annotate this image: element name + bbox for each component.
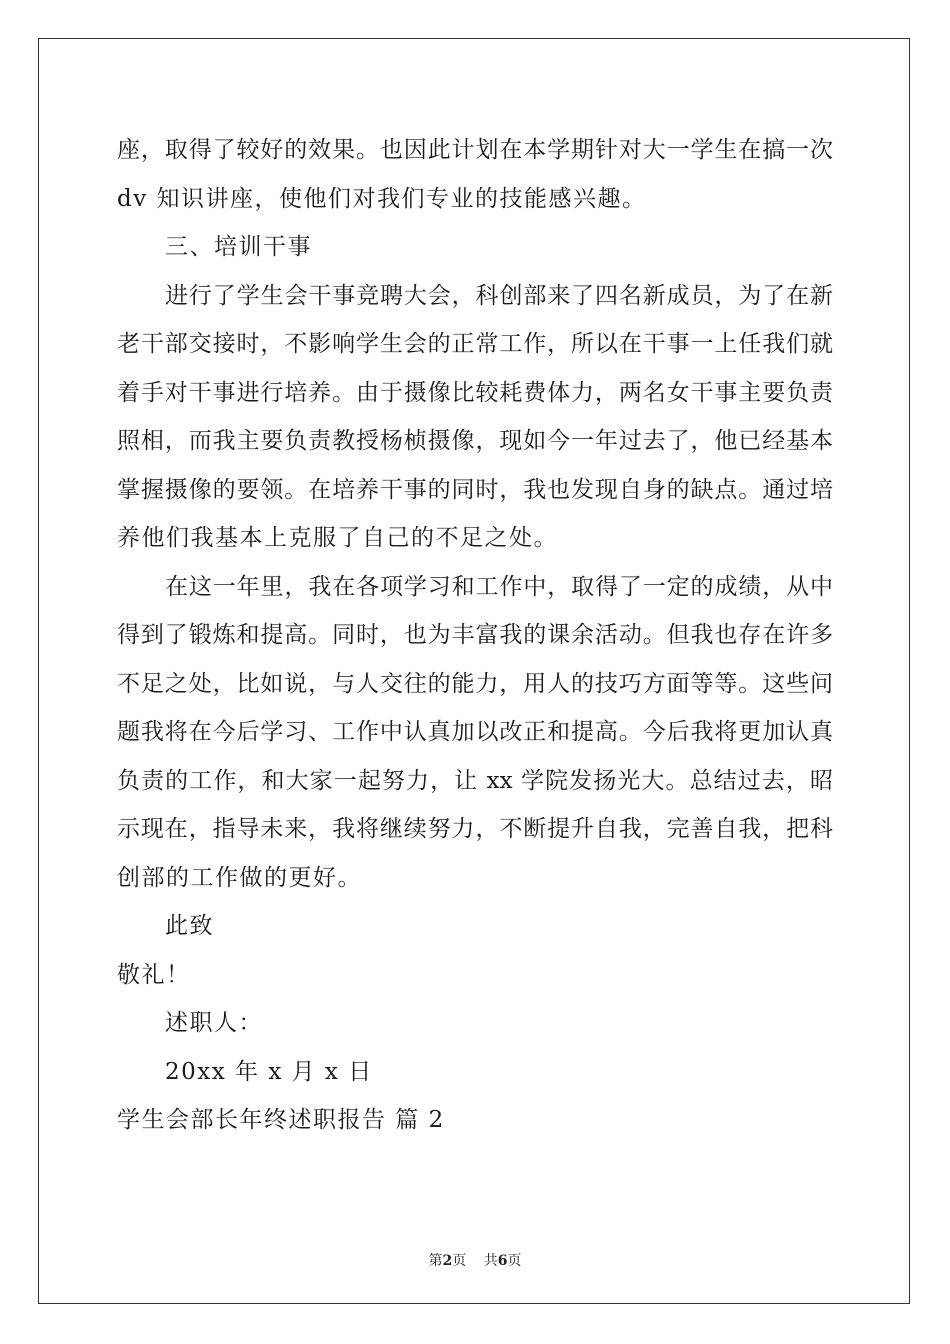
paragraph-line: 示现在，指导未来，我将继续努力，不断提升自我，完善自我，把科 bbox=[117, 816, 833, 842]
paragraph-line: 得到了锻炼和提高。同时，也为丰富我的课余活动。但我也存在许多 bbox=[117, 622, 833, 648]
signature-date: 20xx 年 x 月 x 日 bbox=[165, 1058, 373, 1085]
page-word: 页 bbox=[452, 1253, 467, 1269]
closing-salutation: 此致 bbox=[165, 913, 214, 939]
document-body bbox=[117, 126, 833, 1145]
total-pages-number: 6 bbox=[497, 1253, 508, 1269]
page-footer bbox=[0, 1250, 950, 1270]
next-section-title: 学生会部长年终述职报告 篇 2 bbox=[117, 1107, 445, 1133]
paragraph-line: 在这一年里，我在各项学习和工作中，取得了一定的成绩，从中 bbox=[165, 573, 833, 600]
paragraph-line: 负责的工作，和大家一起努力，让 xx 学院发扬光大。总结过去，昭 bbox=[117, 767, 833, 794]
paragraph-line: 进行了学生会干事竞聘大会，科创部来了四名新成员，为了在新 bbox=[165, 282, 833, 309]
closing-respect: 敬礼！ bbox=[117, 961, 191, 988]
paragraph-line: 掌握摄像的要领。在培养干事的同时，我也发现自身的缺点。通过培 bbox=[117, 476, 833, 503]
paragraph-line: 照相，而我主要负责教授杨桢摄像，现如今一年过去了，他已经基本 bbox=[117, 428, 833, 454]
current-page-number: 2 bbox=[442, 1253, 453, 1269]
section-heading: 三、培训干事 bbox=[165, 234, 312, 260]
paragraph-line: 题我将在今后学习、工作中认真加以改正和提高。今后我将更加认真 bbox=[117, 719, 833, 745]
paragraph-line: dv 知识讲座，使他们对我们专业的技能感兴趣。 bbox=[117, 185, 647, 212]
total-suffix: 页 bbox=[507, 1253, 522, 1269]
paragraph-line: 创部的工作做的更好。 bbox=[117, 864, 362, 891]
total-indicator bbox=[484, 1253, 522, 1269]
signature-label: 述职人： bbox=[165, 1010, 263, 1036]
paragraph-line: 座，取得了较好的效果。也因此计划在本学期针对大一学生在搞一次 bbox=[117, 137, 833, 163]
paragraph-line: 老干部交接时，不影响学生会的正常工作，所以在干事一上任我们就 bbox=[117, 331, 833, 357]
page-indicator bbox=[429, 1253, 467, 1269]
paragraph-line: 着手对干事进行培养。由于摄像比较耗费体力，两名女干事主要负责 bbox=[117, 379, 833, 406]
paragraph-line: 养他们我基本上克服了自己的不足之处。 bbox=[117, 525, 558, 551]
paragraph-line: 不足之处，比如说，与人交往的能力，用人的技巧方面等等。这些问 bbox=[117, 670, 833, 697]
page-prefix: 第 bbox=[428, 1253, 443, 1269]
total-prefix: 共 bbox=[483, 1253, 498, 1269]
